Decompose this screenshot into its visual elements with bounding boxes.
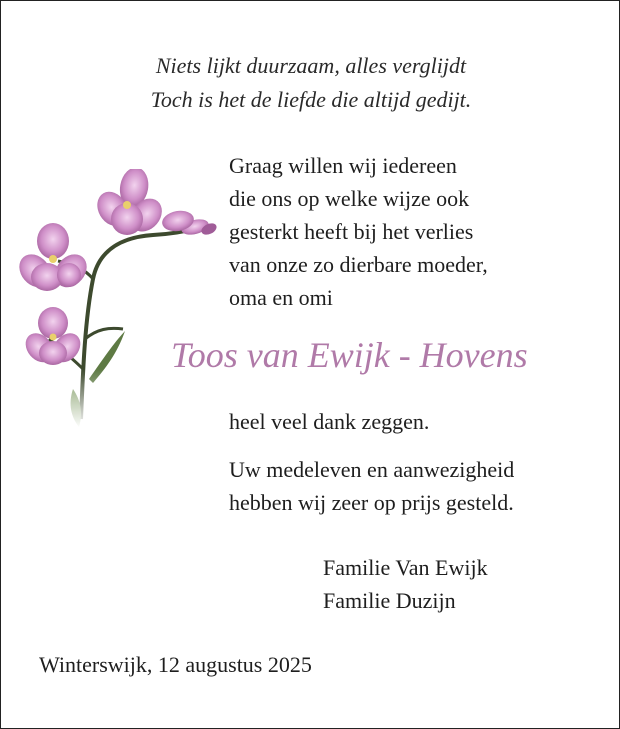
thanks-line: die ons op welke wijze ook	[229, 186, 470, 211]
thanks-line: Graag willen wij iedereen	[229, 153, 457, 178]
family-signatures	[323, 551, 488, 617]
signature-line: Familie Duzijn	[323, 588, 456, 613]
place-date: Winterswijk, 12 augustus 2025	[39, 652, 312, 677]
closing-line: heel veel dank zeggen.	[229, 409, 430, 434]
sympathy-paragraph	[229, 453, 514, 519]
thanks-line: van onze zo dierbare moeder,	[229, 252, 488, 277]
deceased-name: Toos van Ewijk - Hovens	[171, 335, 528, 375]
sympathy-line: Uw medeleven en aanwezigheid	[229, 457, 515, 482]
sympathy-line: hebben wij zeer op prijs gesteld.	[229, 490, 514, 515]
motto-line-1: Niets lijkt duurzaam, alles verglijdt	[155, 53, 467, 78]
motto-line-2: Toch is het de liefde die altijd gedijt.	[150, 87, 472, 112]
thanks-line: oma en omi	[229, 285, 333, 310]
signature-line: Familie Van Ewijk	[323, 555, 488, 580]
freesia-flower-illustration	[13, 169, 223, 429]
thanks-line: gesterkt heeft bij het verlies	[229, 219, 474, 244]
motto-verse	[1, 49, 620, 117]
thanks-paragraph	[229, 149, 488, 314]
